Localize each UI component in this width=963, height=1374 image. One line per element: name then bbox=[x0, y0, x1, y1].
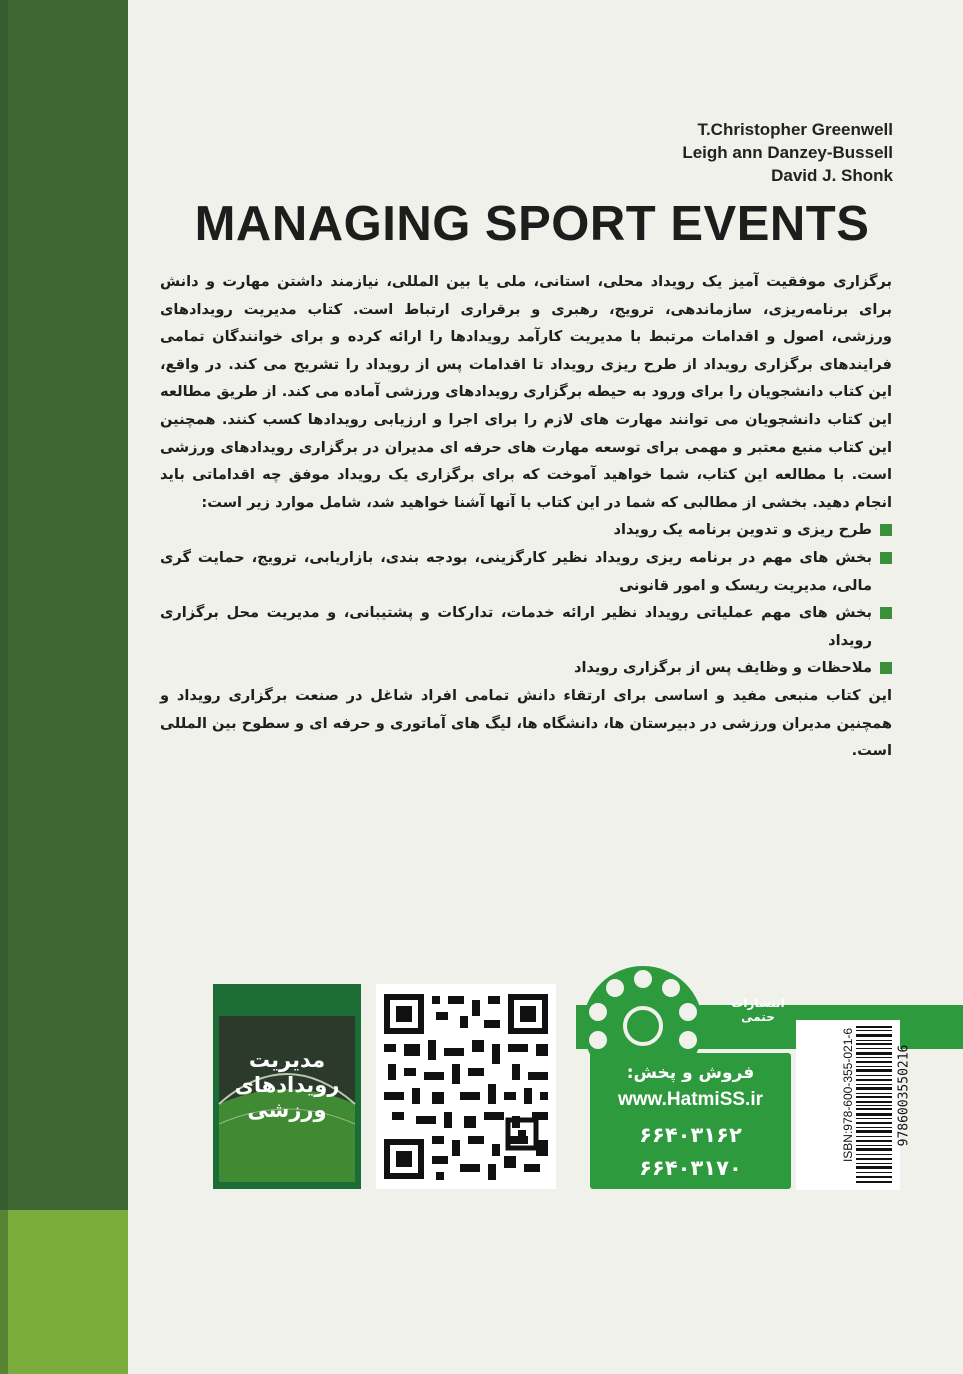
thumbnail-title: مدیریت رویدادهای ورزشی bbox=[234, 1048, 340, 1122]
distribution-label: فروش و پخش: bbox=[626, 1063, 755, 1083]
book-description bbox=[160, 268, 892, 765]
spine-edge bbox=[0, 0, 8, 1374]
topic-item: بخش های مهم در برنامه ریزی رویداد نظیر کارگزینی، بودجه بندی، بازاریابی، ترویج، حمایت گری مالی، مدیریت ریسک و امور قانونی bbox=[160, 544, 892, 599]
barcode-icon bbox=[836, 1024, 892, 1186]
publisher-name: انتشارات حتمی bbox=[731, 996, 785, 1024]
qr-code bbox=[376, 984, 556, 1189]
square-bullet-icon bbox=[880, 607, 892, 619]
topic-item: طرح ریزی و تدوین برنامه یک رویداد bbox=[160, 516, 892, 544]
author-name: T.Christopher Greenwell bbox=[697, 120, 893, 139]
author-name: Leigh ann Danzey-Bussell bbox=[682, 143, 893, 162]
book-title: MANAGING SPORT EVENTS bbox=[194, 197, 870, 251]
spine-light-band bbox=[0, 1210, 128, 1374]
author-list bbox=[682, 118, 893, 187]
publisher-website: www.HatmiSS.ir bbox=[618, 1089, 763, 1110]
topic-item: بخش های مهم عملیاتی رویداد نظیر ارائه خدمات، تدارکات و پشتیبانی، و مدیریت محل برگزاری رویداد bbox=[160, 599, 892, 654]
isbn-barcode bbox=[796, 1020, 912, 1190]
barcode-digits: 9786003550216 bbox=[896, 1044, 912, 1147]
description-intro: برگزاری موفقیت آمیز یک رویداد محلی، استانی، ملی یا بین المللی، نیازمند داشتن مهارت و دانش برای برنامه‌ریزی، سازماندهی، ترویج، رهبری و برقراری ارتباط است. کتاب مدیریت رویدادهای ورزشی، اصول و اقدامات مرتبط با مدیریت کارآمد رویدادها را ارائه کرده و برای خوانندگان تمامی فرایندهای برگزاری رویداد از طرح ریزی رویداد تا اقدامات پس از رویداد را تشریح می کند. در واقع، این کتاب دانشجویان را برای ورود به حیطه برگزاری رویدادهای ورزشی آماده می کند. از طریق مطالعه این کتاب دانشجویان می توانند مهارت های لازم را برای اجرا و ارزیابی رویدادها کسب کنند. همچنین این کتاب منبع معتبر و مهمی برای توسعه مهارت های حرفه ای مدیران در برگزاری رویدادهای ورزشی است. با مطالعه این کتاب، شما خواهید آموخت که برای برگزاری یک رویداد موفق چه اقداماتی باید انجام دهید. بخشی از مطالبی که شما در این کتاب با آنها آشنا خواهید شد، شامل موارد زیر است: bbox=[160, 273, 892, 511]
square-bullet-icon bbox=[880, 662, 892, 674]
phone-number: ۶۶۴۰۳۱۷۰ bbox=[639, 1156, 742, 1180]
square-bullet-icon bbox=[880, 524, 892, 536]
front-cover-thumbnail bbox=[213, 984, 361, 1189]
isbn-label: ISBN:978-600-355-021-6 bbox=[841, 1027, 855, 1163]
author-name: David J. Shonk bbox=[771, 166, 893, 185]
square-bullet-icon bbox=[880, 552, 892, 564]
qr-code-icon bbox=[376, 984, 556, 1189]
topic-item: ملاحظات و وظایف پس از برگزاری رویداد bbox=[160, 654, 892, 682]
spine-dark-band bbox=[0, 0, 128, 1210]
description-closing: این کتاب منبعی مفید و اساسی برای ارتقاء دانش تمامی افراد شاغل در صنعت برگزاری رویداد و همچنین مدیران ورزشی در دبیرستان ها، دانشگاه ها، لیگ های آماتوری و حرفه ای و سطوح بین المللی است. bbox=[160, 686, 892, 760]
phone-number: ۶۶۴۰۳۱۶۲ bbox=[639, 1123, 742, 1147]
distribution-panel bbox=[590, 1053, 791, 1189]
topic-list bbox=[160, 516, 892, 682]
